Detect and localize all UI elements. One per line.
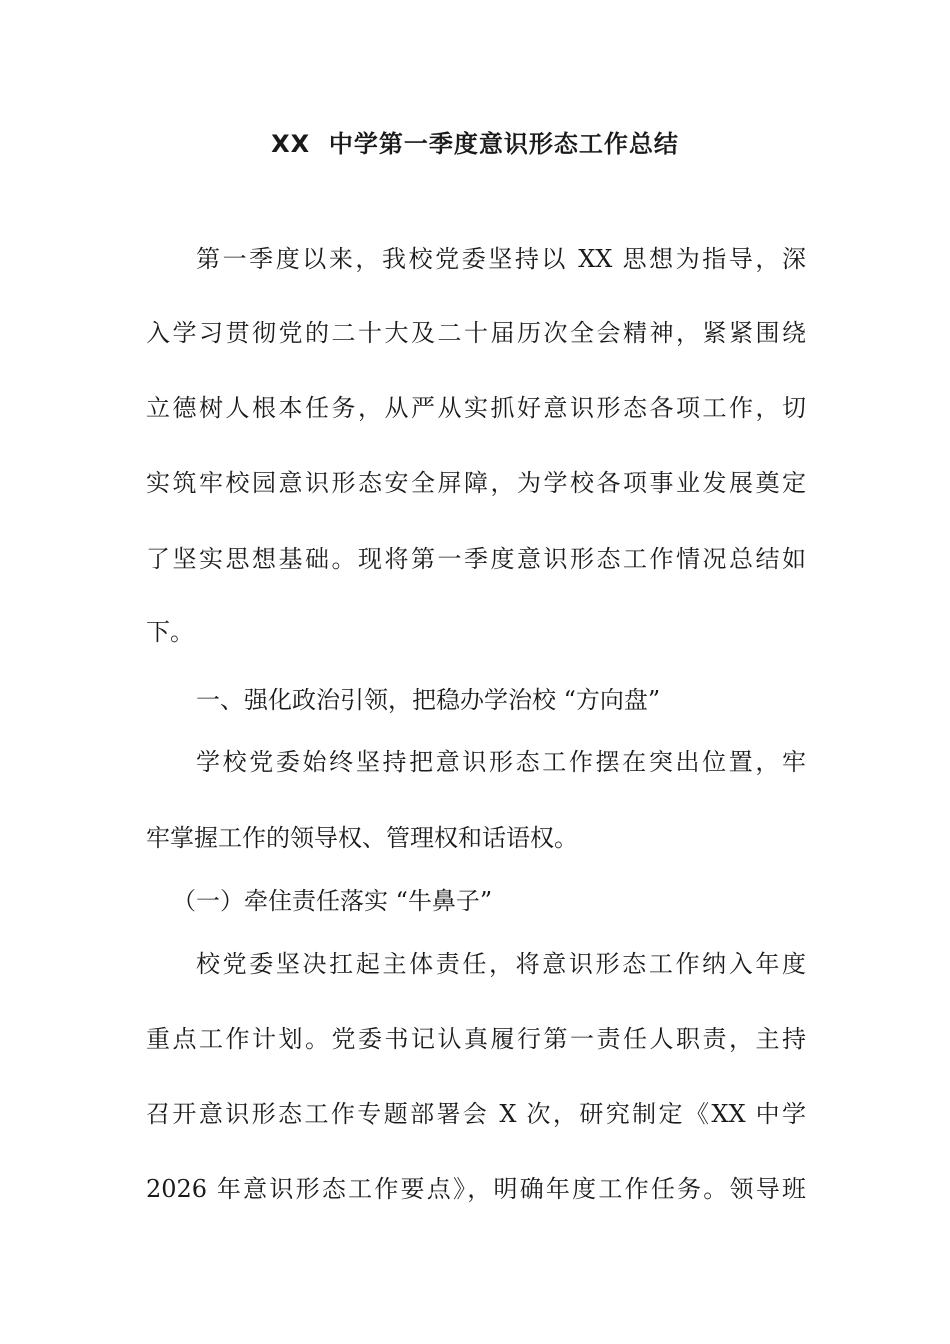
paragraph-line: 下。 (146, 618, 194, 646)
paragraph-line: 了坚实思想基础。现将第一季度意识形态工作情况总结如 (146, 545, 806, 573)
paragraph-line: 牢掌握工作的领导权、管理权和话语权。 (146, 824, 578, 852)
section-heading: 一、强化政治引领，把稳办学治校 “方向盘” (196, 686, 661, 714)
paragraph-line: 学校党委始终坚持把意识形态工作摆在突出位置，牢 (196, 748, 806, 776)
paragraph-line: 2026 年意识形态工作要点》，明确年度工作任务。领导班 (146, 1175, 806, 1203)
paragraph-line: 入学习贯彻党的二十大及二十届历次全会精神，紧紧围绕 (146, 319, 806, 347)
subsection-heading: （一）牵住责任落实 “牛鼻子” (172, 887, 493, 915)
paragraph-line: 召开意识形态工作专题部署会 X 次，研究制定《XX 中学 (146, 1100, 806, 1128)
paragraph-line: 重点工作计划。党委书记认真履行第一责任人职责，主持 (146, 1025, 806, 1053)
paragraph-line: 第一季度以来，我校党委坚持以 XX 思想为指导，深 (196, 245, 806, 273)
paragraph-line: 立德树人根本任务，从严从实抓好意识形态各项工作，切 (146, 394, 806, 422)
paragraph-line: 实筑牢校园意识形态安全屏障，为学校各项事业发展奠定 (146, 469, 806, 497)
paragraph-line: 校党委坚决扛起主体责任，将意识形态工作纳入年度 (196, 950, 806, 978)
document-title: XX 中学第一季度意识形态工作总结 (271, 130, 679, 158)
